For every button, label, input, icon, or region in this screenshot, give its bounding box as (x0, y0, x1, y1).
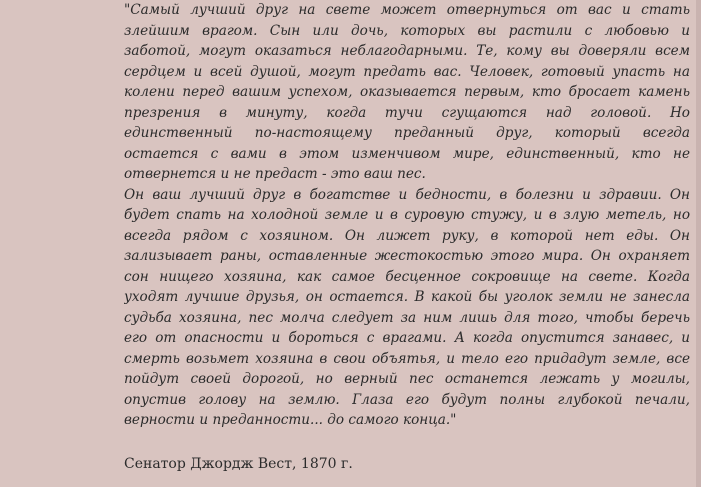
right-edge-strip (696, 0, 701, 487)
quote-line: верности и преданности... до самого конца." (124, 412, 457, 428)
quote-line: смерть возьмет хозяина в свои объятья, и тело его придадут земле, все (124, 350, 690, 367)
quote-line: Он ваш лучший друг в богатстве и бедности, в болезни и здравии. Он (124, 186, 690, 203)
quote-line: злейшим врагом. Сын или дочь, которых вы растили с любовью и (124, 22, 690, 39)
quote-line: зализывает раны, оставленные жестокостью этого мира. Он охраняет (124, 248, 690, 264)
quote-block (124, 0, 690, 431)
quote-line: пойдут своей дорогой, но верный пес останется лежать у могилы, (124, 371, 690, 387)
attribution: Сенатор Джордж Вест, 1870 г. (124, 456, 353, 472)
quote-line: "Самый лучший друг на свете может отвернуться от вас и стать (124, 2, 690, 18)
quote-line: его от опасности и бороться с врагами. А когда опустится занавес, и (124, 330, 690, 346)
quote-line: презрения в минуту, когда тучи сгущаются над головой. Но (124, 104, 690, 121)
quote-line: будет спать на холодной земле и в суровую стужу, и в злую метель, но (124, 207, 690, 223)
quote-line: опустив голову на землю. Глаза его будут полны глубокой печали, (124, 391, 690, 408)
quote-line: судьба хозяина, пес молча следует за ним лишь для того, чтобы беречь (124, 309, 690, 326)
quote-line: заботой, могут оказаться неблагодарными. Те, кому вы доверяли всем (124, 43, 690, 59)
quote-line: остается с вами в этом изменчивом мире, единственный, кто не (124, 145, 690, 162)
quote-line: всегда рядом с хозяином. Он лижет руку, в которой нет еды. Он (124, 227, 690, 244)
quote-line: единственный по-настоящему преданный друг, который всегда (124, 125, 690, 141)
quote-line: сон нищего хозяина, как самое бесценное сокровище на свете. Когда (124, 268, 690, 285)
quote-line: отвернется и не предаст - это ваш пес. (124, 166, 426, 182)
quote-line: сердцем и всей душой, могут предать вас. Человек, готовый упасть на (124, 63, 690, 80)
quote-line: уходят лучшие друзья, он остается. В какой бы уголок земли не занесла (124, 289, 690, 305)
quote-line: колени перед вашим успехом, оказывается первым, кто бросает камень (124, 84, 690, 100)
